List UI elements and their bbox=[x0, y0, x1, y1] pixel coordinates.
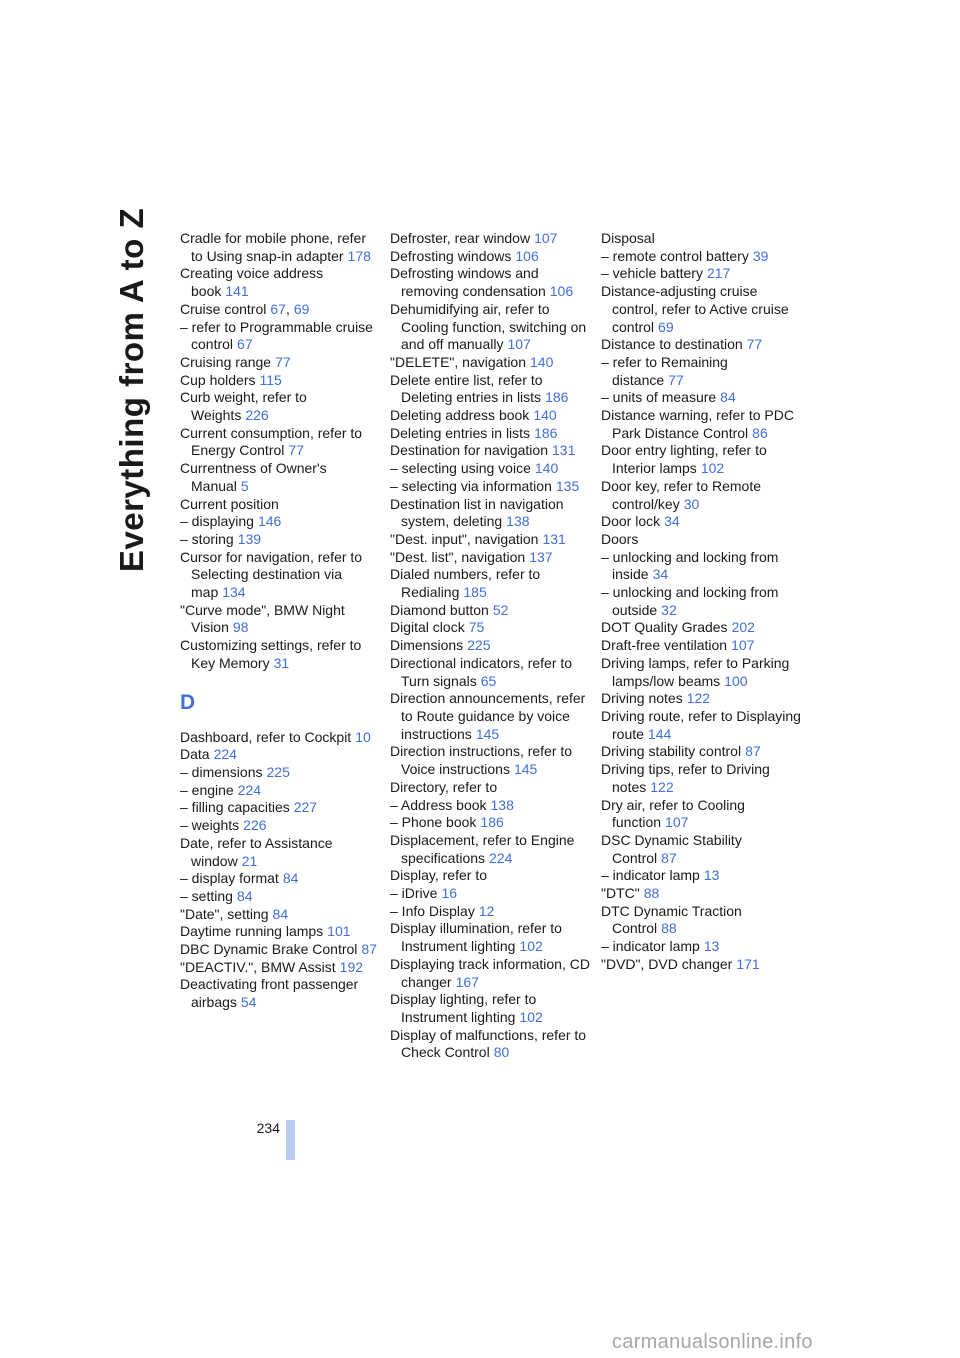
page-ref-link[interactable]: 39 bbox=[752, 247, 769, 264]
index-entry-label: DSC Dynamic Stability Control bbox=[601, 831, 742, 866]
footer-watermark: carmanualsonline.info bbox=[612, 1331, 813, 1353]
index-entry-label: Door key, refer to Remote control/key bbox=[601, 477, 762, 512]
index-entry-label: – displaying bbox=[180, 513, 254, 530]
index-entry bbox=[180, 817, 380, 835]
index-entry bbox=[601, 761, 801, 796]
index-group bbox=[390, 230, 590, 1062]
page-ref-link[interactable]: 135 bbox=[555, 477, 580, 494]
side-title bbox=[113, 207, 151, 573]
index-entry bbox=[390, 531, 590, 549]
index-entry bbox=[390, 425, 590, 443]
index-entry-label: Digital clock bbox=[390, 619, 465, 636]
page-ref-link[interactable]: 226 bbox=[245, 407, 269, 424]
index-entry-label: Deleting address book bbox=[390, 407, 530, 424]
index-entry-label: Dashboard, refer to Cockpit bbox=[180, 728, 352, 745]
index-entry-label: – weights bbox=[180, 817, 240, 834]
index-entry-label: – refer to Remaining distance bbox=[601, 353, 728, 388]
index-entry-label: Cruise control bbox=[180, 300, 267, 317]
page-ref-link[interactable]: 13 bbox=[703, 867, 720, 884]
page-ref-link[interactable]: 134 bbox=[222, 584, 246, 601]
page-ref-link[interactable]: 102 bbox=[519, 1008, 543, 1025]
index-entry-label: DOT Quality Grades bbox=[601, 619, 728, 636]
index-entry-label: Door lock bbox=[601, 513, 661, 530]
index-entry bbox=[390, 372, 590, 407]
page-ref-link[interactable]: 10 bbox=[355, 728, 371, 745]
index-entry-label: Distance-adjusting cruise control, refer to Active cruise control bbox=[601, 283, 789, 335]
page-number: 234 bbox=[256, 1120, 280, 1136]
index-entry bbox=[180, 746, 380, 764]
index-entry bbox=[390, 655, 590, 690]
index-entry-label: Display of malfunctions, refer to Check Control bbox=[390, 1026, 587, 1061]
index-entry bbox=[390, 602, 590, 620]
page-ref-link[interactable]: 77 bbox=[288, 442, 304, 459]
index-entry bbox=[390, 991, 590, 1026]
index-entry-label: "Dest. list", navigation bbox=[390, 548, 526, 565]
index-entry-label: Cursor for navigation, refer to Selecting destination via map bbox=[180, 548, 363, 601]
index-entry-label: Destination list in navigation system, deleting bbox=[390, 495, 564, 530]
index-entry-label: – unlocking and locking from outside bbox=[601, 584, 779, 618]
page-ref-link[interactable]: 98 bbox=[232, 619, 249, 636]
page-ref-link[interactable]: 192 bbox=[339, 958, 364, 975]
index-entry bbox=[180, 941, 380, 959]
page-ref-link[interactable]: 34 bbox=[664, 513, 680, 530]
page-ref-link[interactable]: 84 bbox=[236, 887, 253, 904]
index-entry-label: Current consumption, refer to Energy Control bbox=[180, 424, 363, 459]
index-entry-label: "DEACTIV.", BMW Assist bbox=[180, 958, 336, 975]
index-entry bbox=[601, 389, 801, 407]
page-ref-link[interactable]: 225 bbox=[266, 763, 290, 780]
index-entry bbox=[601, 354, 801, 389]
page-ref-link[interactable]: 106 bbox=[515, 247, 539, 264]
index-entry-label: Cruising range bbox=[180, 353, 272, 370]
index-entry bbox=[180, 513, 380, 531]
index-entry bbox=[180, 496, 380, 514]
page-ref-link[interactable]: 144 bbox=[647, 725, 672, 742]
page-ref-link[interactable]: 34 bbox=[652, 566, 669, 583]
index-entry-label: "Date", setting bbox=[180, 905, 269, 922]
index-entry bbox=[390, 797, 590, 815]
index-entry-label: – iDrive bbox=[390, 885, 438, 902]
page-ref-link[interactable]: 225 bbox=[467, 637, 491, 654]
index-entry-label: Data bbox=[180, 746, 210, 763]
index-entry bbox=[180, 265, 380, 300]
index-entry-label: Driving route, refer to Displaying route bbox=[601, 707, 801, 742]
index-entry-label: – vehicle battery bbox=[601, 265, 703, 282]
page-ref-link[interactable]: 224 bbox=[213, 746, 237, 763]
page-ref-link[interactable]: 167 bbox=[455, 973, 479, 990]
index-entry-label: – engine bbox=[180, 781, 234, 798]
index-entry-label: Deleting entries in lists bbox=[390, 424, 531, 441]
page-ref-link[interactable]: 87 bbox=[745, 743, 761, 760]
page-ref-link[interactable]: 54 bbox=[240, 994, 257, 1011]
index-entry bbox=[601, 584, 801, 619]
index-entry-label: Defroster, rear window bbox=[390, 230, 531, 246]
page-ref-link[interactable]: 77 bbox=[275, 353, 291, 370]
index-entry bbox=[180, 923, 380, 941]
index-entry-label: Date, refer to Assistance window bbox=[180, 834, 333, 869]
index-entry bbox=[390, 230, 590, 248]
index-entry-label: – unlocking and locking from inside bbox=[601, 548, 779, 583]
index-entry-label: Door entry lighting, refer to Interior lamps bbox=[601, 442, 767, 477]
index-entry-label: Driving tips, refer to Driving notes bbox=[601, 761, 770, 795]
index-entry bbox=[601, 938, 801, 956]
index-entry-label: Defrosting windows and removing condensation bbox=[390, 265, 546, 300]
page-ref-link[interactable]: 100 bbox=[724, 672, 748, 689]
page-ref-link[interactable]: 31 bbox=[273, 654, 290, 671]
page-ref-link[interactable]: 106 bbox=[549, 283, 574, 300]
page-ref-link[interactable]: 171 bbox=[736, 955, 760, 972]
index-entry-label: Direction instructions, refer to Voice instructions bbox=[390, 743, 573, 778]
page-ref-link[interactable]: 137 bbox=[529, 548, 553, 565]
page-ref-link[interactable]: 107 bbox=[534, 230, 558, 246]
index-entry-label: Display, refer to bbox=[390, 867, 487, 884]
page-ref-link[interactable]: 122 bbox=[650, 778, 674, 795]
page-ref-link[interactable]: 217 bbox=[706, 265, 731, 282]
page-ref-link[interactable]: 32 bbox=[661, 601, 677, 618]
index-column-2 bbox=[390, 230, 590, 1062]
index-entry-label: Draft-free ventilation bbox=[601, 637, 728, 654]
index-entry bbox=[180, 301, 380, 319]
index-entry-label: "DVD", DVD changer bbox=[601, 955, 733, 972]
page-ref-link[interactable]: 5 bbox=[240, 477, 249, 494]
index-entry bbox=[390, 690, 590, 743]
index-entry-label: Displaying track information, CD changer bbox=[390, 955, 590, 990]
index-entry bbox=[601, 265, 801, 283]
page-ref-link[interactable]: 87 bbox=[361, 941, 377, 958]
index-entry bbox=[601, 549, 801, 584]
index-entry bbox=[180, 230, 380, 265]
page-ref-link[interactable]: 75 bbox=[468, 619, 485, 636]
index-entry-label: Current position bbox=[180, 495, 279, 512]
index-entry bbox=[180, 764, 380, 782]
index-entry bbox=[180, 888, 380, 906]
index-entry bbox=[180, 460, 380, 495]
index-entry bbox=[180, 782, 380, 800]
index-entry-label: Driving stability control bbox=[601, 743, 742, 760]
index-entry-label: – units of measure bbox=[601, 389, 717, 406]
index-entry bbox=[601, 513, 801, 531]
index-entry bbox=[601, 531, 801, 549]
index-entry-label: Defrosting windows bbox=[390, 247, 512, 264]
page-ref-link[interactable]: 69 bbox=[293, 300, 310, 317]
index-entry-label: – remote control battery bbox=[601, 247, 749, 264]
index-entry-label: – Phone book bbox=[390, 814, 477, 831]
index-entry bbox=[180, 389, 380, 424]
index-entry bbox=[180, 835, 380, 870]
index-entry-label: Cradle for mobile phone, refer to Using snap-in adapter bbox=[180, 230, 366, 264]
index-entry bbox=[390, 354, 590, 372]
side-title-text: Everything from A to Z bbox=[113, 207, 150, 573]
page-ref-link[interactable]: 140 bbox=[533, 407, 557, 424]
index-entry-label: "DELETE", navigation bbox=[390, 353, 527, 370]
page-ref-link[interactable]: 65 bbox=[480, 672, 497, 689]
page-ref-link[interactable]: 186 bbox=[480, 814, 504, 831]
index-entry-label: Diamond button bbox=[390, 601, 489, 618]
index-entry bbox=[601, 885, 801, 903]
index-entry-label: Disposal bbox=[601, 230, 655, 246]
index-entry bbox=[390, 496, 590, 531]
index-entry-label: – selecting via information bbox=[390, 477, 552, 494]
index-entry bbox=[390, 407, 590, 425]
index-entry-label: Dimensions bbox=[390, 637, 464, 654]
index-entry-label: Directional indicators, refer to Turn signals bbox=[390, 654, 573, 689]
page-ref-link[interactable]: 84 bbox=[720, 389, 736, 406]
index-entry-label: "DTC" bbox=[601, 885, 640, 902]
page-ref-link[interactable]: 102 bbox=[700, 460, 725, 477]
index-entry bbox=[180, 870, 380, 888]
index-entry-label: Distance to destination bbox=[601, 336, 743, 353]
page-ref-link[interactable]: 69 bbox=[658, 318, 674, 335]
index-entry bbox=[390, 743, 590, 778]
index-entry bbox=[601, 407, 801, 442]
index-entry bbox=[601, 956, 801, 974]
index-entry bbox=[180, 729, 380, 747]
index-entry-label: – setting bbox=[180, 887, 233, 904]
index-entry-label: – selecting using voice bbox=[390, 460, 531, 477]
page-ref-link[interactable]: 107 bbox=[665, 814, 689, 831]
index-entry bbox=[601, 230, 801, 248]
page-ref-link[interactable]: 77 bbox=[668, 371, 684, 388]
index-entry bbox=[390, 867, 590, 885]
page-ref-link[interactable]: 86 bbox=[752, 424, 768, 441]
index-entry-label: Curb weight, refer to Weights bbox=[180, 389, 307, 424]
page-ref-link[interactable]: 13 bbox=[703, 938, 720, 955]
index-entry bbox=[390, 248, 590, 266]
page-ref-link[interactable]: 12 bbox=[478, 902, 495, 919]
page-ref-link[interactable]: 145 bbox=[513, 761, 538, 778]
index-group-c bbox=[180, 230, 380, 673]
index-entry bbox=[601, 797, 801, 832]
index-entry-label: Dry air, refer to Cooling function bbox=[601, 796, 745, 831]
index-entry-label: – Address book bbox=[390, 796, 487, 813]
page-ref-link[interactable]: 88 bbox=[661, 920, 677, 937]
index-entry bbox=[390, 779, 590, 797]
index-entry bbox=[180, 372, 380, 390]
page-ref-link[interactable]: 186 bbox=[545, 389, 569, 406]
index-entry-label: Directory, refer to bbox=[390, 778, 498, 795]
index-entry-label: Daytime running lamps bbox=[180, 923, 324, 940]
page-ref-link[interactable]: 131 bbox=[542, 530, 566, 547]
index-entry-label: DTC Dynamic Traction Control bbox=[601, 902, 742, 937]
index-entry bbox=[180, 549, 380, 602]
index-entry-label: DBC Dynamic Brake Control bbox=[180, 941, 358, 958]
page-ref-link[interactable]: 115 bbox=[259, 371, 282, 388]
index-entry bbox=[390, 442, 590, 460]
index-entry-label: Customizing settings, refer to Key Memory bbox=[180, 637, 362, 671]
index-entry-label: Delete entire list, refer to Deleting entries in lists bbox=[390, 371, 543, 406]
index-entry bbox=[601, 478, 801, 513]
index-entry bbox=[180, 319, 380, 354]
index-group bbox=[601, 230, 801, 974]
index-entry bbox=[601, 903, 801, 938]
page-ref-link[interactable]: 131 bbox=[552, 442, 576, 459]
page-ref-link[interactable]: 87 bbox=[661, 849, 677, 866]
index-entry bbox=[390, 478, 590, 496]
index-entry bbox=[390, 903, 590, 921]
index-entry-label: Distance warning, refer to PDC Park Distance Control bbox=[601, 407, 794, 441]
index-entry bbox=[180, 976, 380, 1011]
index-entry bbox=[390, 956, 590, 991]
page-ref-link[interactable]: 138 bbox=[506, 513, 530, 530]
index-entry bbox=[390, 566, 590, 601]
index-entry-label: – display format bbox=[180, 870, 279, 887]
index-entry-label: Display illumination, refer to Instrument lighting bbox=[390, 920, 562, 955]
page-ref-link[interactable]: 224 bbox=[237, 781, 262, 798]
index-entry-label: – indicator lamp bbox=[601, 938, 700, 955]
index-entry bbox=[390, 265, 590, 300]
index-entry bbox=[601, 690, 801, 708]
page-ref-link[interactable]: 122 bbox=[686, 690, 711, 707]
index-group-d bbox=[180, 729, 380, 1012]
index-entry-label: Dialed numbers, refer to Redialing bbox=[390, 566, 541, 601]
page-ref-link[interactable]: 16 bbox=[441, 885, 458, 902]
index-entry bbox=[601, 867, 801, 885]
index-entry bbox=[601, 832, 801, 867]
index-entry bbox=[180, 637, 380, 672]
page-ref-link[interactable]: 21 bbox=[241, 852, 258, 869]
index-entry bbox=[180, 425, 380, 460]
index-entry bbox=[390, 637, 590, 655]
page-marker-bar bbox=[286, 1120, 295, 1160]
page-ref-link[interactable]: 88 bbox=[643, 885, 660, 902]
index-column-1 bbox=[180, 230, 380, 1012]
index-entry bbox=[180, 354, 380, 372]
index-entry bbox=[601, 743, 801, 761]
page-ref-link[interactable]: 145 bbox=[475, 725, 500, 742]
index-entry bbox=[601, 619, 801, 637]
index-entry bbox=[390, 832, 590, 867]
page-ref-link[interactable]: 202 bbox=[731, 619, 755, 636]
page-ref-link[interactable]: 226 bbox=[243, 817, 267, 834]
index-entry bbox=[390, 460, 590, 478]
page-ref-link[interactable]: 186 bbox=[534, 424, 558, 441]
index-entry-label: – Info Display bbox=[390, 902, 475, 919]
index-entry-label: Deactivating front passenger airbags bbox=[180, 976, 359, 1011]
index-entry bbox=[601, 442, 801, 477]
index-entry bbox=[601, 336, 801, 354]
index-entry-label: – indicator lamp bbox=[601, 867, 700, 884]
page-ref-link[interactable]: 84 bbox=[282, 870, 299, 887]
index-entry bbox=[390, 301, 590, 354]
page-ref-link[interactable]: 138 bbox=[490, 796, 514, 813]
index-entry bbox=[390, 885, 590, 903]
index-entry-label: – dimensions bbox=[180, 763, 263, 780]
page-ref-link[interactable]: 107 bbox=[507, 336, 531, 353]
index-entry-label: – refer to Programmable cruise control bbox=[180, 318, 373, 353]
page-ref-link[interactable]: 107 bbox=[731, 637, 755, 654]
page-ref-link[interactable]: 80 bbox=[493, 1044, 510, 1061]
index-entry-label: Direction announcements, refer to Route guidance by voice instructions bbox=[390, 690, 586, 742]
page-ref-link[interactable]: 185 bbox=[463, 584, 487, 601]
index-entry-label: Cup holders bbox=[180, 371, 256, 388]
page-ref-link[interactable]: 146 bbox=[257, 513, 282, 530]
page-ref-link[interactable]: 140 bbox=[530, 353, 554, 370]
page-ref-link[interactable]: 52 bbox=[492, 601, 509, 618]
index-column-3 bbox=[601, 230, 801, 974]
index-entry-label: "Dest. input", navigation bbox=[390, 530, 539, 547]
page-ref-link[interactable]: 84 bbox=[272, 905, 289, 922]
page-ref-link[interactable]: 140 bbox=[534, 460, 559, 477]
index-entry-label: Destination for navigation bbox=[390, 442, 548, 459]
index-entry bbox=[390, 920, 590, 955]
page-ref-link[interactable]: 67 bbox=[270, 300, 286, 317]
page-ref-link[interactable]: 178 bbox=[347, 247, 371, 264]
index-entry-label: Dehumidifying air, refer to Cooling function, switching on and off manually bbox=[390, 300, 587, 353]
page-ref-link[interactable]: 101 bbox=[327, 923, 351, 940]
index-entry bbox=[390, 549, 590, 567]
index-entry-label: Doors bbox=[601, 530, 639, 547]
index-entry-label: Driving notes bbox=[601, 690, 683, 707]
index-entry bbox=[601, 655, 801, 690]
page-ref-link[interactable]: 77 bbox=[746, 336, 763, 353]
index-entry bbox=[180, 906, 380, 924]
page-ref-link[interactable]: 224 bbox=[489, 849, 513, 866]
index-entry-label: Creating voice address book bbox=[180, 265, 324, 300]
page-ref-link[interactable]: 141 bbox=[225, 283, 249, 300]
page-ref-link[interactable]: 30 bbox=[683, 495, 700, 512]
index-entry bbox=[180, 602, 380, 637]
index-entry bbox=[390, 814, 590, 832]
page-ref-link[interactable]: 227 bbox=[293, 799, 318, 816]
index-entry-label: Display lighting, refer to Instrument lighting bbox=[390, 991, 537, 1025]
index-entry bbox=[180, 799, 380, 817]
index-entry bbox=[180, 531, 380, 549]
index-entry bbox=[601, 708, 801, 743]
index-entry bbox=[601, 637, 801, 655]
index-entry-label: "Curve mode", BMW Night Vision bbox=[180, 601, 345, 636]
index-entry bbox=[390, 619, 590, 637]
index-entry-label: – filling capacities bbox=[180, 799, 290, 816]
index-entry bbox=[601, 283, 801, 336]
page-ref-link[interactable]: 67 bbox=[237, 336, 253, 353]
page-ref-separator: , bbox=[285, 300, 290, 317]
index-entry bbox=[180, 959, 380, 977]
index-entry-label: Currentness of Owner's Manual bbox=[180, 460, 327, 494]
index-entry-label: – storing bbox=[180, 530, 234, 547]
index-entry bbox=[601, 248, 801, 266]
index-entry-label: Displacement, refer to Engine specifications bbox=[390, 831, 575, 866]
page-ref-link[interactable]: 139 bbox=[237, 530, 262, 547]
index-entry-label: Driving lamps, refer to Parking lamps/low beams bbox=[601, 654, 790, 689]
page-ref-link[interactable]: 102 bbox=[519, 938, 543, 955]
index-entry bbox=[390, 1027, 590, 1062]
section-heading-d: D bbox=[180, 690, 196, 714]
